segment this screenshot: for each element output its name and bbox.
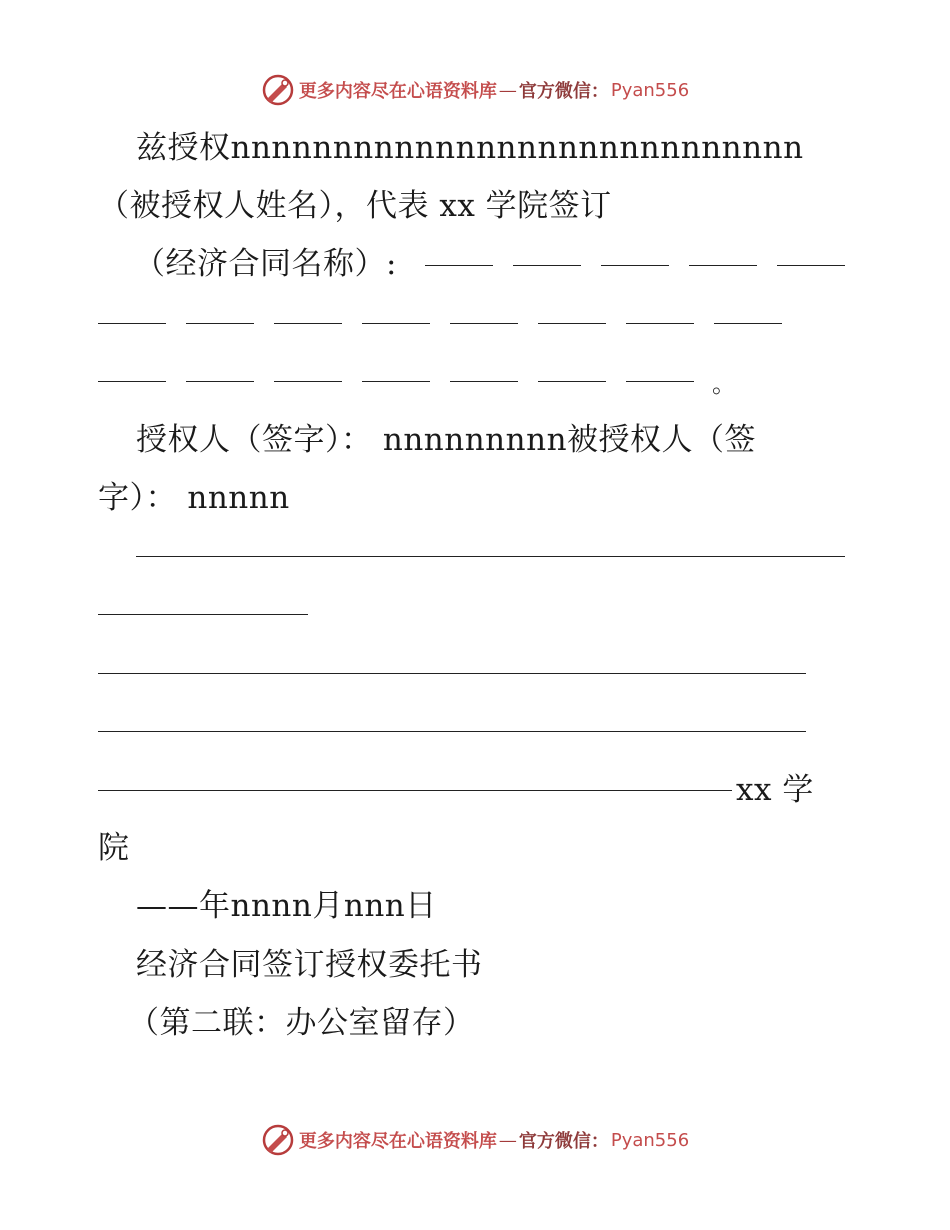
blank-rule <box>98 381 166 382</box>
header-banner <box>0 70 950 110</box>
line-college-end: 院 <box>98 830 130 866</box>
line-college-suffix: xx 学 <box>736 772 814 808</box>
line-signatures: 授权人（签字）： nnnnnnnnn被授权人（签 <box>136 422 757 458</box>
banner-main-text: 更多内容尽在心语资料库 <box>298 1131 497 1152</box>
banner-separator: — <box>498 79 517 101</box>
line-contract-name-label: （经济合同名称）: <box>134 246 397 282</box>
blank-rule <box>601 265 669 266</box>
banner-wechat-id: Pyan556 <box>610 79 690 101</box>
line-authorize: 兹授权nnnnnnnnnnnnnnnnnnnnnnnnnnnn <box>136 130 804 166</box>
banner-main-text: 更多内容尽在心语资料库 <box>298 81 497 102</box>
blank-rule <box>626 381 694 382</box>
blank-rule <box>538 323 606 324</box>
blank-rule <box>186 381 254 382</box>
date-line: ——年nnnn月nnn日 <box>136 888 437 924</box>
blank-rule <box>425 265 493 266</box>
blank-rule <box>98 790 732 791</box>
banner-label: 官方微信： <box>518 81 609 102</box>
blank-rule <box>362 381 430 382</box>
blank-rule <box>362 323 430 324</box>
pen-logo-icon <box>261 73 295 107</box>
blank-rule <box>274 381 342 382</box>
line-signature-cont: 字）： nnnnn <box>98 480 290 516</box>
blank-rule <box>98 673 806 674</box>
document-title: 经济合同签订授权委托书 <box>136 947 483 983</box>
blank-rule <box>450 323 518 324</box>
blank-rule <box>98 731 806 732</box>
blank-rule <box>98 323 166 324</box>
blank-rule <box>626 323 694 324</box>
banner-separator: — <box>498 1129 517 1151</box>
blank-rule <box>136 556 845 557</box>
pen-logo-icon <box>261 1123 295 1157</box>
footer-banner <box>0 1120 950 1160</box>
blank-rule <box>777 265 845 266</box>
blank-rule <box>714 323 782 324</box>
banner-wechat-id: Pyan556 <box>610 1129 690 1151</box>
blank-rule <box>513 265 581 266</box>
blank-rule <box>274 323 342 324</box>
blank-rule <box>450 381 518 382</box>
blank-rule <box>689 265 757 266</box>
line-representative: （被授权人姓名），代表 xx 学院签订 <box>98 188 612 224</box>
banner-label: 官方微信： <box>518 1131 609 1152</box>
period-mark: 。 <box>712 370 736 398</box>
blank-rule <box>538 381 606 382</box>
blank-rule <box>186 323 254 324</box>
document-subtitle: （第二联：办公室留存） <box>128 1005 475 1041</box>
blank-rule <box>98 614 308 615</box>
